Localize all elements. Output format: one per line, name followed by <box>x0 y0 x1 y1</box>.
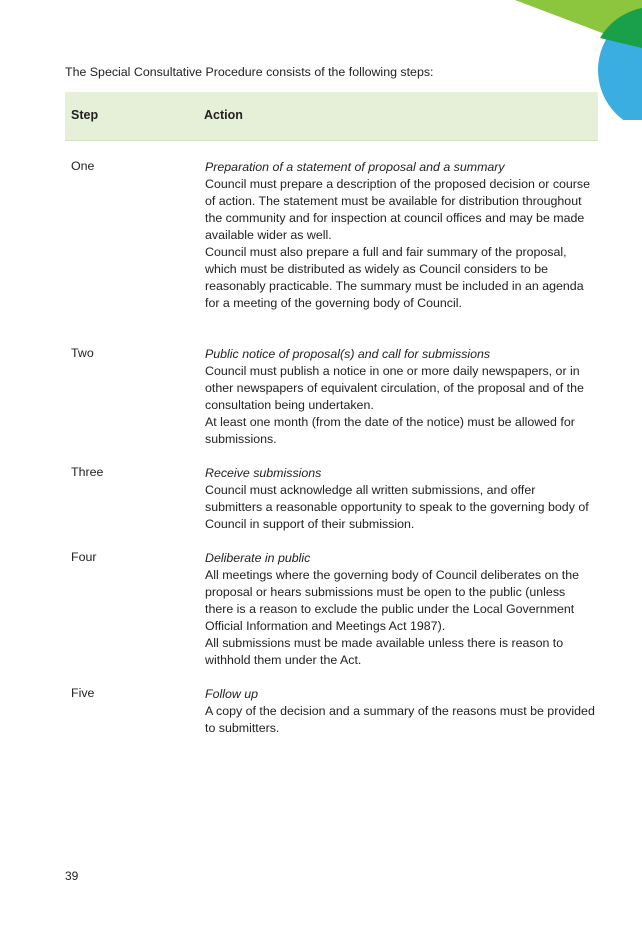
action-paragraph: All submissions must be made available unless there is reason to withhold them under the Act. <box>205 636 564 667</box>
table-header <box>65 92 598 141</box>
intro-text: The Special Consultative Procedure consists of the following steps: <box>65 65 434 79</box>
action-cell <box>205 550 595 669</box>
action-title: Receive submissions <box>205 466 322 480</box>
action-paragraph: A copy of the decision and a summary of the reasons must be provided to submitters. <box>205 704 595 735</box>
action-title: Deliberate in public <box>205 551 311 565</box>
action-paragraph: Council must prepare a description of the proposed decision or course of action. The statement must be available for distribution throughout the community and for inspection at council offices and may be made available wider as well. <box>205 177 591 242</box>
blue-circle-shape <box>598 8 642 120</box>
action-paragraph: All meetings where the governing body of Council deliberates on the proposal or hears submissions must be open to the public (unless there is a reason to exclude the public under the Local Government Official Information and Meetings Act 1987). <box>205 568 580 633</box>
action-cell <box>205 465 595 533</box>
action-title: Public notice of proposal(s) and call for submissions <box>205 347 491 361</box>
green-overlap-shape <box>600 8 642 48</box>
step-label: Three <box>71 465 104 479</box>
action-paragraph: Council must publish a notice in one or more daily newspapers, or in other newspapers of equivalent circulation, of the proposal and of the consultation being undertaken. <box>205 364 584 412</box>
header-action: Action <box>204 108 243 122</box>
action-cell <box>205 346 595 448</box>
action-paragraph: Council must acknowledge all written submissions, and offer submitters a reasonable opportunity to speak to the governing body of Council in support of their submission. <box>205 483 589 531</box>
step-label: Five <box>71 686 95 700</box>
step-label: Two <box>71 346 94 360</box>
action-cell <box>205 159 595 312</box>
header-step: Step <box>71 108 99 122</box>
step-label: Four <box>71 550 97 564</box>
action-cell <box>205 686 595 737</box>
action-title: Follow up <box>205 687 259 701</box>
page-number: 39 <box>65 869 79 883</box>
action-paragraph: Council must also prepare a full and fair summary of the proposal, which must be distributed as widely as Council considers to be reasonably practicable. The summary must be included in an agenda for a meeting of the governing body of Council. <box>205 245 584 310</box>
step-label: One <box>71 159 95 173</box>
lime-stripe-shape <box>515 0 642 48</box>
action-paragraph: At least one month (from the date of the notice) must be allowed for submissions. <box>205 415 575 446</box>
action-title: Preparation of a statement of proposal and a summary <box>205 160 505 174</box>
